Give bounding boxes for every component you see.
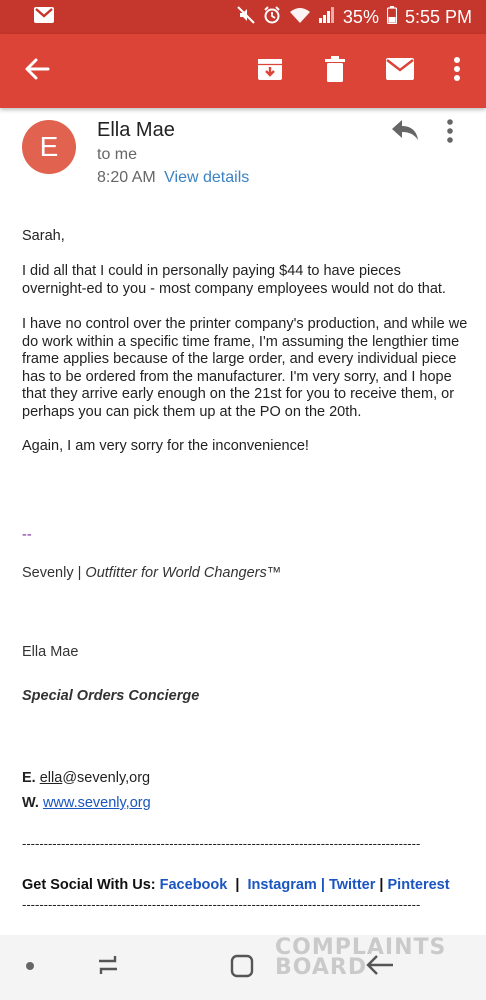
archive-icon: [257, 56, 283, 87]
body-paragraph: I did all that I could in personally paying $44 to have pieces overnight-ed to you - most company employees would not do that.: [22, 263, 446, 297]
clock: 5:55 PM: [404, 6, 472, 27]
reply-button[interactable]: [390, 118, 422, 146]
pinterest-link[interactable]: Pinterest: [387, 877, 450, 893]
recipient-label: to me: [97, 146, 138, 163]
mute-icon: [237, 6, 255, 29]
mark-unread-icon: [386, 58, 414, 85]
company-tagline: Outfitter for World Changers™: [85, 565, 282, 581]
watermark: [225, 935, 447, 980]
instagram-link[interactable]: Instagram: [247, 877, 317, 893]
battery-percent: 35%: [342, 6, 379, 27]
delete-icon: [324, 56, 346, 87]
divider-line: --------------------------------------------------------------------------------------------: [22, 836, 421, 851]
company-line: [22, 565, 281, 581]
message-more-button[interactable]: [446, 118, 470, 146]
sender-name: Ella Mae: [97, 119, 175, 141]
website-link[interactable]: www.sevenly,org: [42, 795, 151, 811]
email-user[interactable]: ella: [39, 770, 63, 786]
social-label: Get Social With Us:: [22, 877, 160, 893]
email-domain: @sevenly,org: [62, 770, 151, 786]
archive-button[interactable]: [253, 54, 287, 88]
twitter-link[interactable]: Twitter: [328, 877, 376, 893]
alarm-icon: [263, 6, 281, 29]
more-options-button[interactable]: [440, 54, 474, 88]
nav-dot-button[interactable]: [22, 959, 38, 975]
signature-name: Ella Mae: [22, 644, 79, 660]
greeting: Sarah,: [22, 228, 65, 244]
back-button[interactable]: [20, 54, 54, 88]
body-paragraph: Again, I am very sorry for the inconvenience!: [22, 438, 309, 454]
recents-icon: [95, 953, 121, 982]
email-label: E.: [22, 770, 40, 786]
more-vert-icon: [453, 56, 461, 87]
company-name: Sevenly |: [22, 565, 86, 581]
social-links: Get Social With Us: Facebook | Instagram | Twitter | Pinterest: [22, 877, 450, 893]
watermark-line2: BOARD: [275, 955, 368, 980]
watermark-line1: COMPLAINTS: [275, 935, 447, 960]
back-icon: [24, 57, 50, 86]
avatar[interactable]: E: [22, 120, 76, 174]
signal-icon: [319, 6, 335, 29]
web-label: W.: [22, 795, 43, 811]
app-bar: [0, 34, 486, 108]
signature-separator: --: [22, 527, 32, 543]
delete-button[interactable]: [318, 54, 352, 88]
dot-icon: [25, 958, 35, 976]
body-paragraph: I have no control over the printer company's production, and while we do work within a specific time frame, I'm assuming the lengthier time frame applies because of the large order, and every individual piece has to be ordered from the manufacturer. I'm very sorry, and I hope that they arrive early enough on the 21st for you to receive them, or perhaps you can pick them up at the PO on the 20th.: [22, 316, 468, 420]
divider-line: --------------------------------------------------------------------------------------------: [22, 897, 421, 912]
battery-icon: [387, 6, 397, 29]
signature-title: Special Orders Concierge: [22, 688, 200, 704]
signature-website: [22, 795, 151, 811]
facebook-link[interactable]: Facebook: [159, 877, 228, 893]
reply-icon: [390, 129, 420, 146]
email-time: 8:20 AM: [97, 169, 156, 186]
gmail-icon: [34, 7, 54, 28]
status-bar: [0, 0, 486, 34]
more-vert-icon: [446, 131, 454, 148]
time-row: [97, 169, 249, 187]
signature-email: [22, 770, 150, 786]
recents-button[interactable]: [92, 953, 124, 981]
wifi-icon: [289, 6, 311, 29]
view-details-link[interactable]: View details: [164, 169, 250, 186]
mark-unread-button[interactable]: [383, 54, 417, 88]
email-header: [0, 108, 486, 208]
